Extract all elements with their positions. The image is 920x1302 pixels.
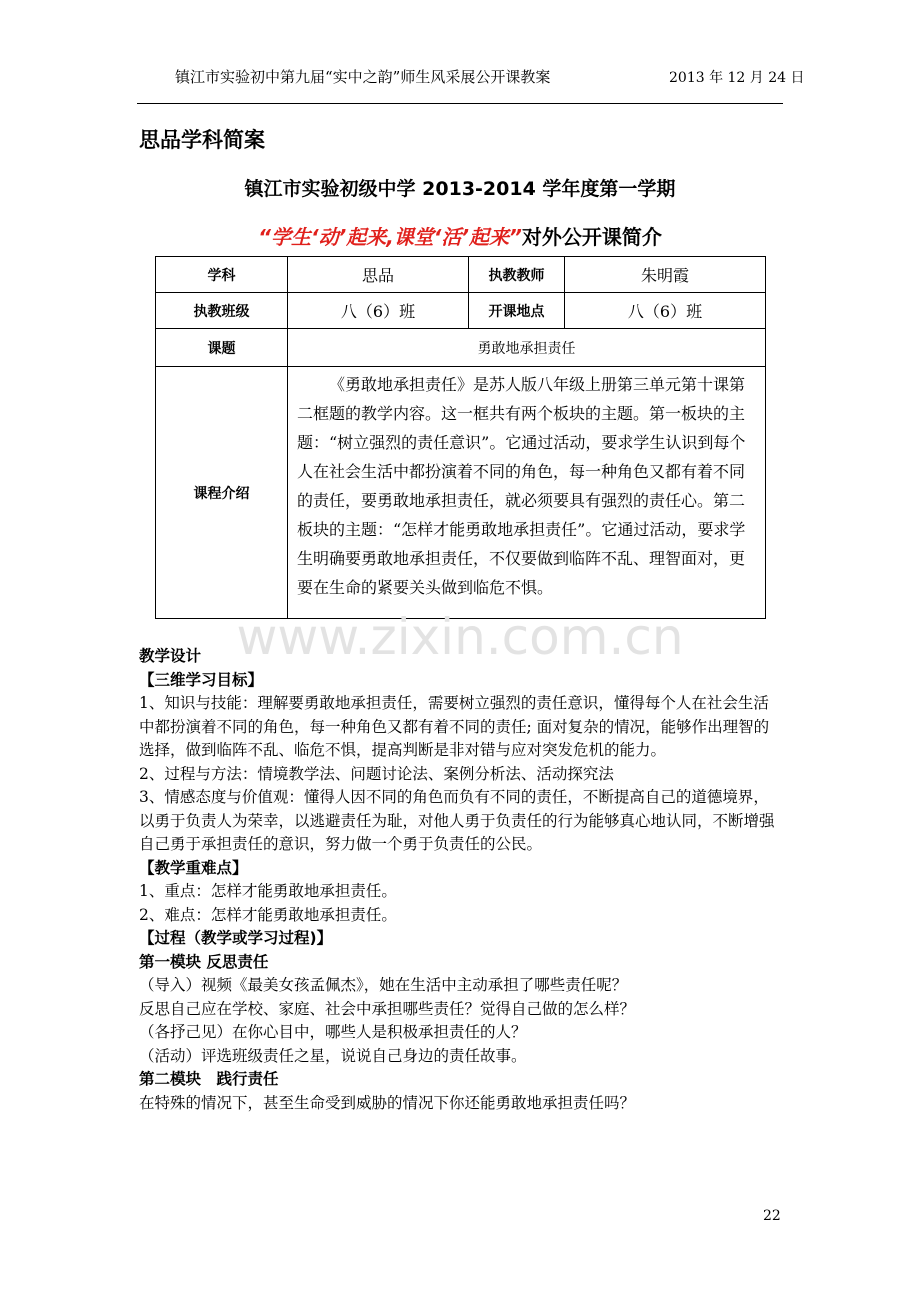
process-heading: 【过程（教学或学习过程)】 bbox=[139, 929, 333, 947]
header-divider bbox=[137, 103, 783, 104]
sub-title-slogan: “学生‘动’起来,课堂‘活’起来” bbox=[258, 225, 522, 249]
module1-heading: 第一模块 反思责任 bbox=[139, 952, 269, 971]
module2-heading: 第二模块 践行责任 bbox=[139, 1070, 279, 1088]
goal-item: 2、过程与方法：情境教学法、问题讨论法、案例分析法、活动探究法 bbox=[139, 764, 614, 783]
course-info-table bbox=[155, 256, 766, 619]
key-points-heading: 【教学重难点】 bbox=[139, 858, 248, 877]
key-point-item: 1、重点：怎样才能勇敢地承担责任。 bbox=[139, 882, 397, 900]
goal-item: 3、情感态度与价值观：懂得人因不同的角色而负有不同的责任，不断提高自己的道德境界，以勇于负责人为荣幸，以逃避责任为耻，对他人勇于负责任的行为能够真心地认同，不断增强自己勇于承担责任的意识，努力做一个勇于负责任的公民。 bbox=[139, 788, 775, 853]
teacher-value: 朱明霞 bbox=[565, 257, 766, 293]
subject-label: 学科 bbox=[156, 257, 288, 293]
module1-line: （活动）评选班级责任之星，说说自己身边的责任故事。 bbox=[139, 1046, 527, 1065]
watermark: www.zixin.com.cn bbox=[236, 608, 684, 666]
place-value: 八（6）班 bbox=[565, 293, 766, 329]
sub-title bbox=[0, 221, 920, 250]
sub-title-text: 对外公开课简介 bbox=[521, 225, 662, 249]
goal-item: 1、知识与技能：理解要勇敢地承担责任，需要树立强烈的责任意识，懂得每个人在社会生活中都扮演着不同的角色，每一种角色又都有着不同的责任; 面对复杂的情况，能够作出理智的选择，做到临阵不乱、临危不惧，提高判断是非对错与应对突发危机的能力。 bbox=[139, 694, 770, 759]
goals-heading: 【三维学习目标】 bbox=[139, 670, 264, 689]
module1-line: 反思自己应在学校、家庭、社会中承担哪些责任？觉得自己做的怎么样？ bbox=[139, 999, 636, 1018]
page-header-date: 2013 年 12 月 24 日 bbox=[669, 70, 805, 86]
subject-value: 思品 bbox=[288, 257, 469, 293]
page-number: 22 bbox=[763, 1208, 781, 1224]
class-value: 八（6）班 bbox=[288, 293, 469, 329]
topic-label: 课题 bbox=[156, 329, 288, 367]
design-heading: 教学设计 bbox=[139, 647, 202, 665]
section-title: 思品学科简案 bbox=[139, 128, 265, 152]
module2-line: 在特殊的情况下，甚至生命受到威胁的情况下你还能勇敢地承担责任吗？ bbox=[139, 1093, 636, 1112]
page-header-title: 镇江市实验初中第九届“实中之韵”师生风采展公开课教案 bbox=[175, 68, 551, 86]
place-label: 开课地点 bbox=[469, 293, 565, 329]
table-row bbox=[156, 293, 766, 329]
main-title: 镇江市实验初级中学 2013-2014 学年度第一学期 bbox=[244, 178, 676, 200]
key-point-item: 2、难点：怎样才能勇敢地承担责任。 bbox=[139, 905, 397, 924]
intro-text: 《勇敢地承担责任》是苏人版八年级上册第三单元第十课第二框题的教学内容。这一框共有两个板块的主题。第一板块的主题：“树立强烈的责任意识”。它通过活动，要求学生认识到每个人在社会生活中都扮演着不同的角色，每一种角色又都有着不同的责任，要勇敢地承担责任，就必须要具有强烈的责任心。第二板块的主题：“怎样才能勇敢地承担责任”。它通过活动，要求学生明确要勇敢地承担责任，不仅要做到临阵不乱、理智面对，更要在生命的紧要关头做到临危不惧。 bbox=[288, 367, 766, 619]
topic-value: 勇敢地承担责任 bbox=[288, 329, 766, 367]
lesson-design bbox=[139, 645, 784, 1115]
module1-line: （导入）视频《最美女孩孟佩杰》，她在生活中主动承担了哪些责任呢？ bbox=[139, 976, 628, 994]
class-label: 执教班级 bbox=[156, 293, 288, 329]
intro-label: 课程介绍 bbox=[156, 367, 288, 619]
table-row bbox=[156, 367, 766, 619]
table-row bbox=[156, 329, 766, 367]
table-row bbox=[156, 257, 766, 293]
module1-line: （各抒己见）在你心目中，哪些人是积极承担责任的人？ bbox=[139, 1023, 527, 1041]
teacher-label: 执教教师 bbox=[469, 257, 565, 293]
